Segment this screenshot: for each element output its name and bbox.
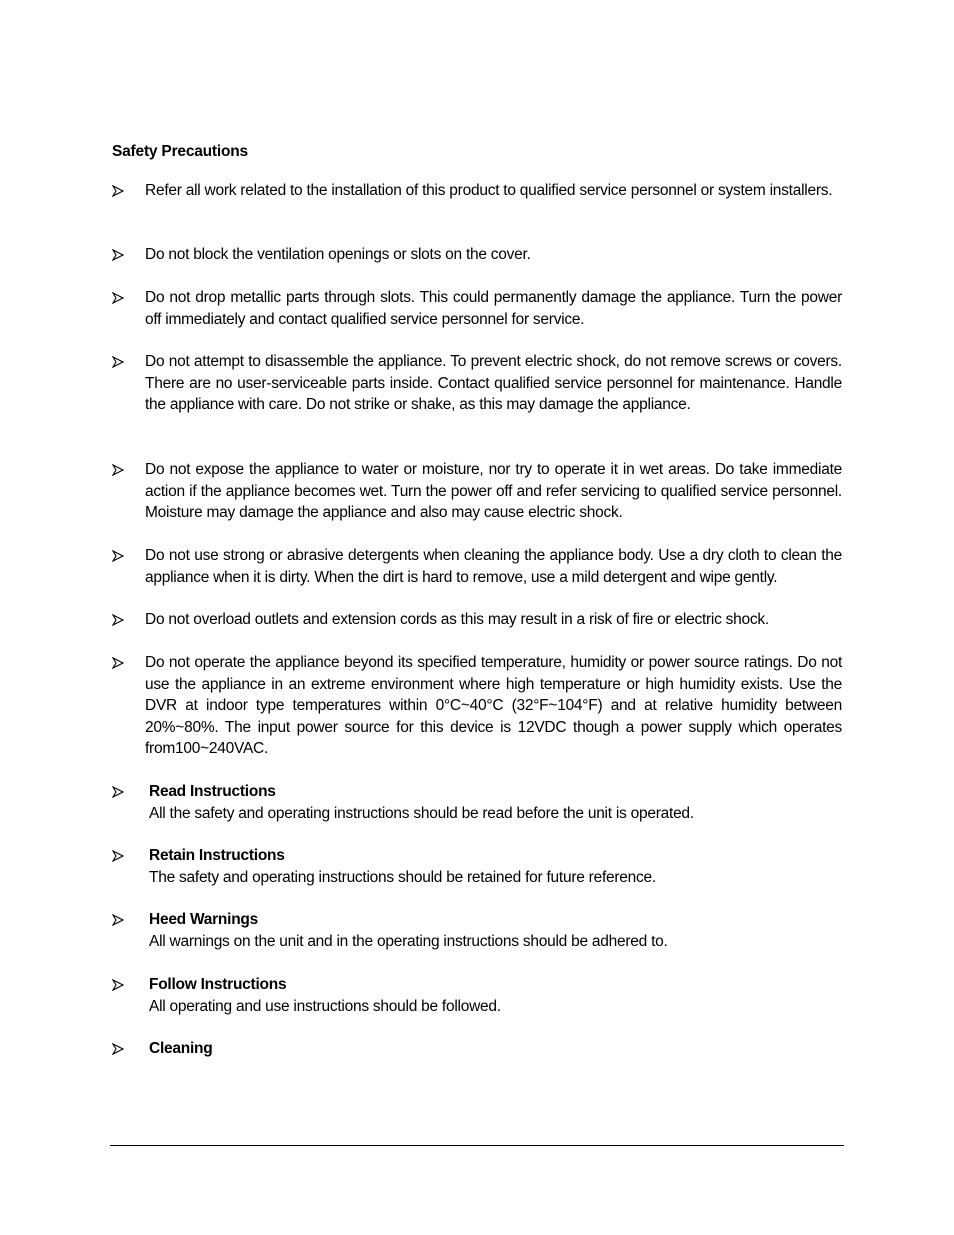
titled-bullet-item [112,974,842,1017]
footer-divider [110,1145,844,1146]
arrowhead-bullet-icon [112,652,128,673]
titled-bullet-item [112,909,842,952]
arrowhead-bullet-icon [112,545,128,566]
bullet-text: Do not overload outlets and extension cords as this may result in a risk of fire or electric shock. [145,611,769,628]
item-title: Follow Instructions [149,976,287,993]
arrowhead-bullet-icon [112,781,128,802]
arrowhead-bullet-icon [112,909,128,930]
titled-bullet-item [112,781,842,824]
item-title: Retain Instructions [149,847,285,864]
bullet-item [112,351,842,416]
arrowhead-bullet-icon [112,974,128,995]
arrowhead-bullet-icon [112,287,128,308]
item-title: Read Instructions [149,783,276,800]
titled-bullet-item [112,1038,842,1060]
arrowhead-bullet-icon [112,1038,128,1059]
arrowhead-bullet-icon [112,244,128,265]
bullet-text: Do not expose the appliance to water or moisture, nor try to operate it in wet areas. Do take immediate action if the appliance becomes wet. Turn the power off and refer servicing to qualified service personnel. Moisture may damage the appliance and also may cause electric shock. [145,461,842,521]
bullet-item [112,545,842,588]
bullet-item [112,287,842,330]
item-body: All warnings on the unit and in the operating instructions should be adhered to. [149,932,668,950]
bullet-item [112,180,842,202]
arrowhead-bullet-icon [112,845,128,866]
item-body: The safety and operating instructions should be retained for future reference. [149,868,656,886]
bullet-text: Do not operate the appliance beyond its specified temperature, humidity or power source ratings. Do not use the appliance in an extreme environment where high temperature or high humidity exists. Use the DVR at indoor type temperatures within 0°C~40°C (32°F~104°F) and at relative humidity between 20%~80%. The input power source for this device is 12VDC though a power supply which operates from100~240VAC. [145,654,842,757]
arrowhead-bullet-icon [112,459,128,480]
bullet-text: Do not block the ventilation openings or slots on the cover. [145,246,531,263]
bullet-text: Do not attempt to disassemble the appliance. To prevent electric shock, do not remove screws or covers. There are no user-serviceable parts inside. Contact qualified service personnel for maintenance. Handle the appliance with care. Do not strike or shake, as this may damage the appliance. [145,353,842,413]
arrowhead-bullet-icon [112,609,128,630]
item-title: Heed Warnings [149,911,258,928]
bullet-text: Do not use strong or abrasive detergents when cleaning the appliance body. Use a dry cloth to clean the appliance when it is dirty. When the dirt is hard to remove, use a mild detergent and wipe gently. [145,547,842,586]
bullet-item [112,459,842,524]
section-heading: Safety Precautions [112,143,248,160]
bullet-text: Do not drop metallic parts through slots. This could permanently damage the appliance. Turn the power off immediately and contact qualified service personnel for service. [145,289,842,328]
item-body: All the safety and operating instructions should be read before the unit is operated. [149,804,694,822]
arrowhead-bullet-icon [112,351,128,372]
bullet-item [112,244,842,266]
bullet-item [112,652,842,760]
bullet-item [112,609,842,631]
item-body: All operating and use instructions should be followed. [149,997,501,1015]
arrowhead-bullet-icon [112,180,128,201]
bullet-text: Refer all work related to the installation of this product to qualified service personnel or system installers. [145,182,833,199]
titled-bullet-item [112,845,842,888]
item-title: Cleaning [149,1040,213,1057]
